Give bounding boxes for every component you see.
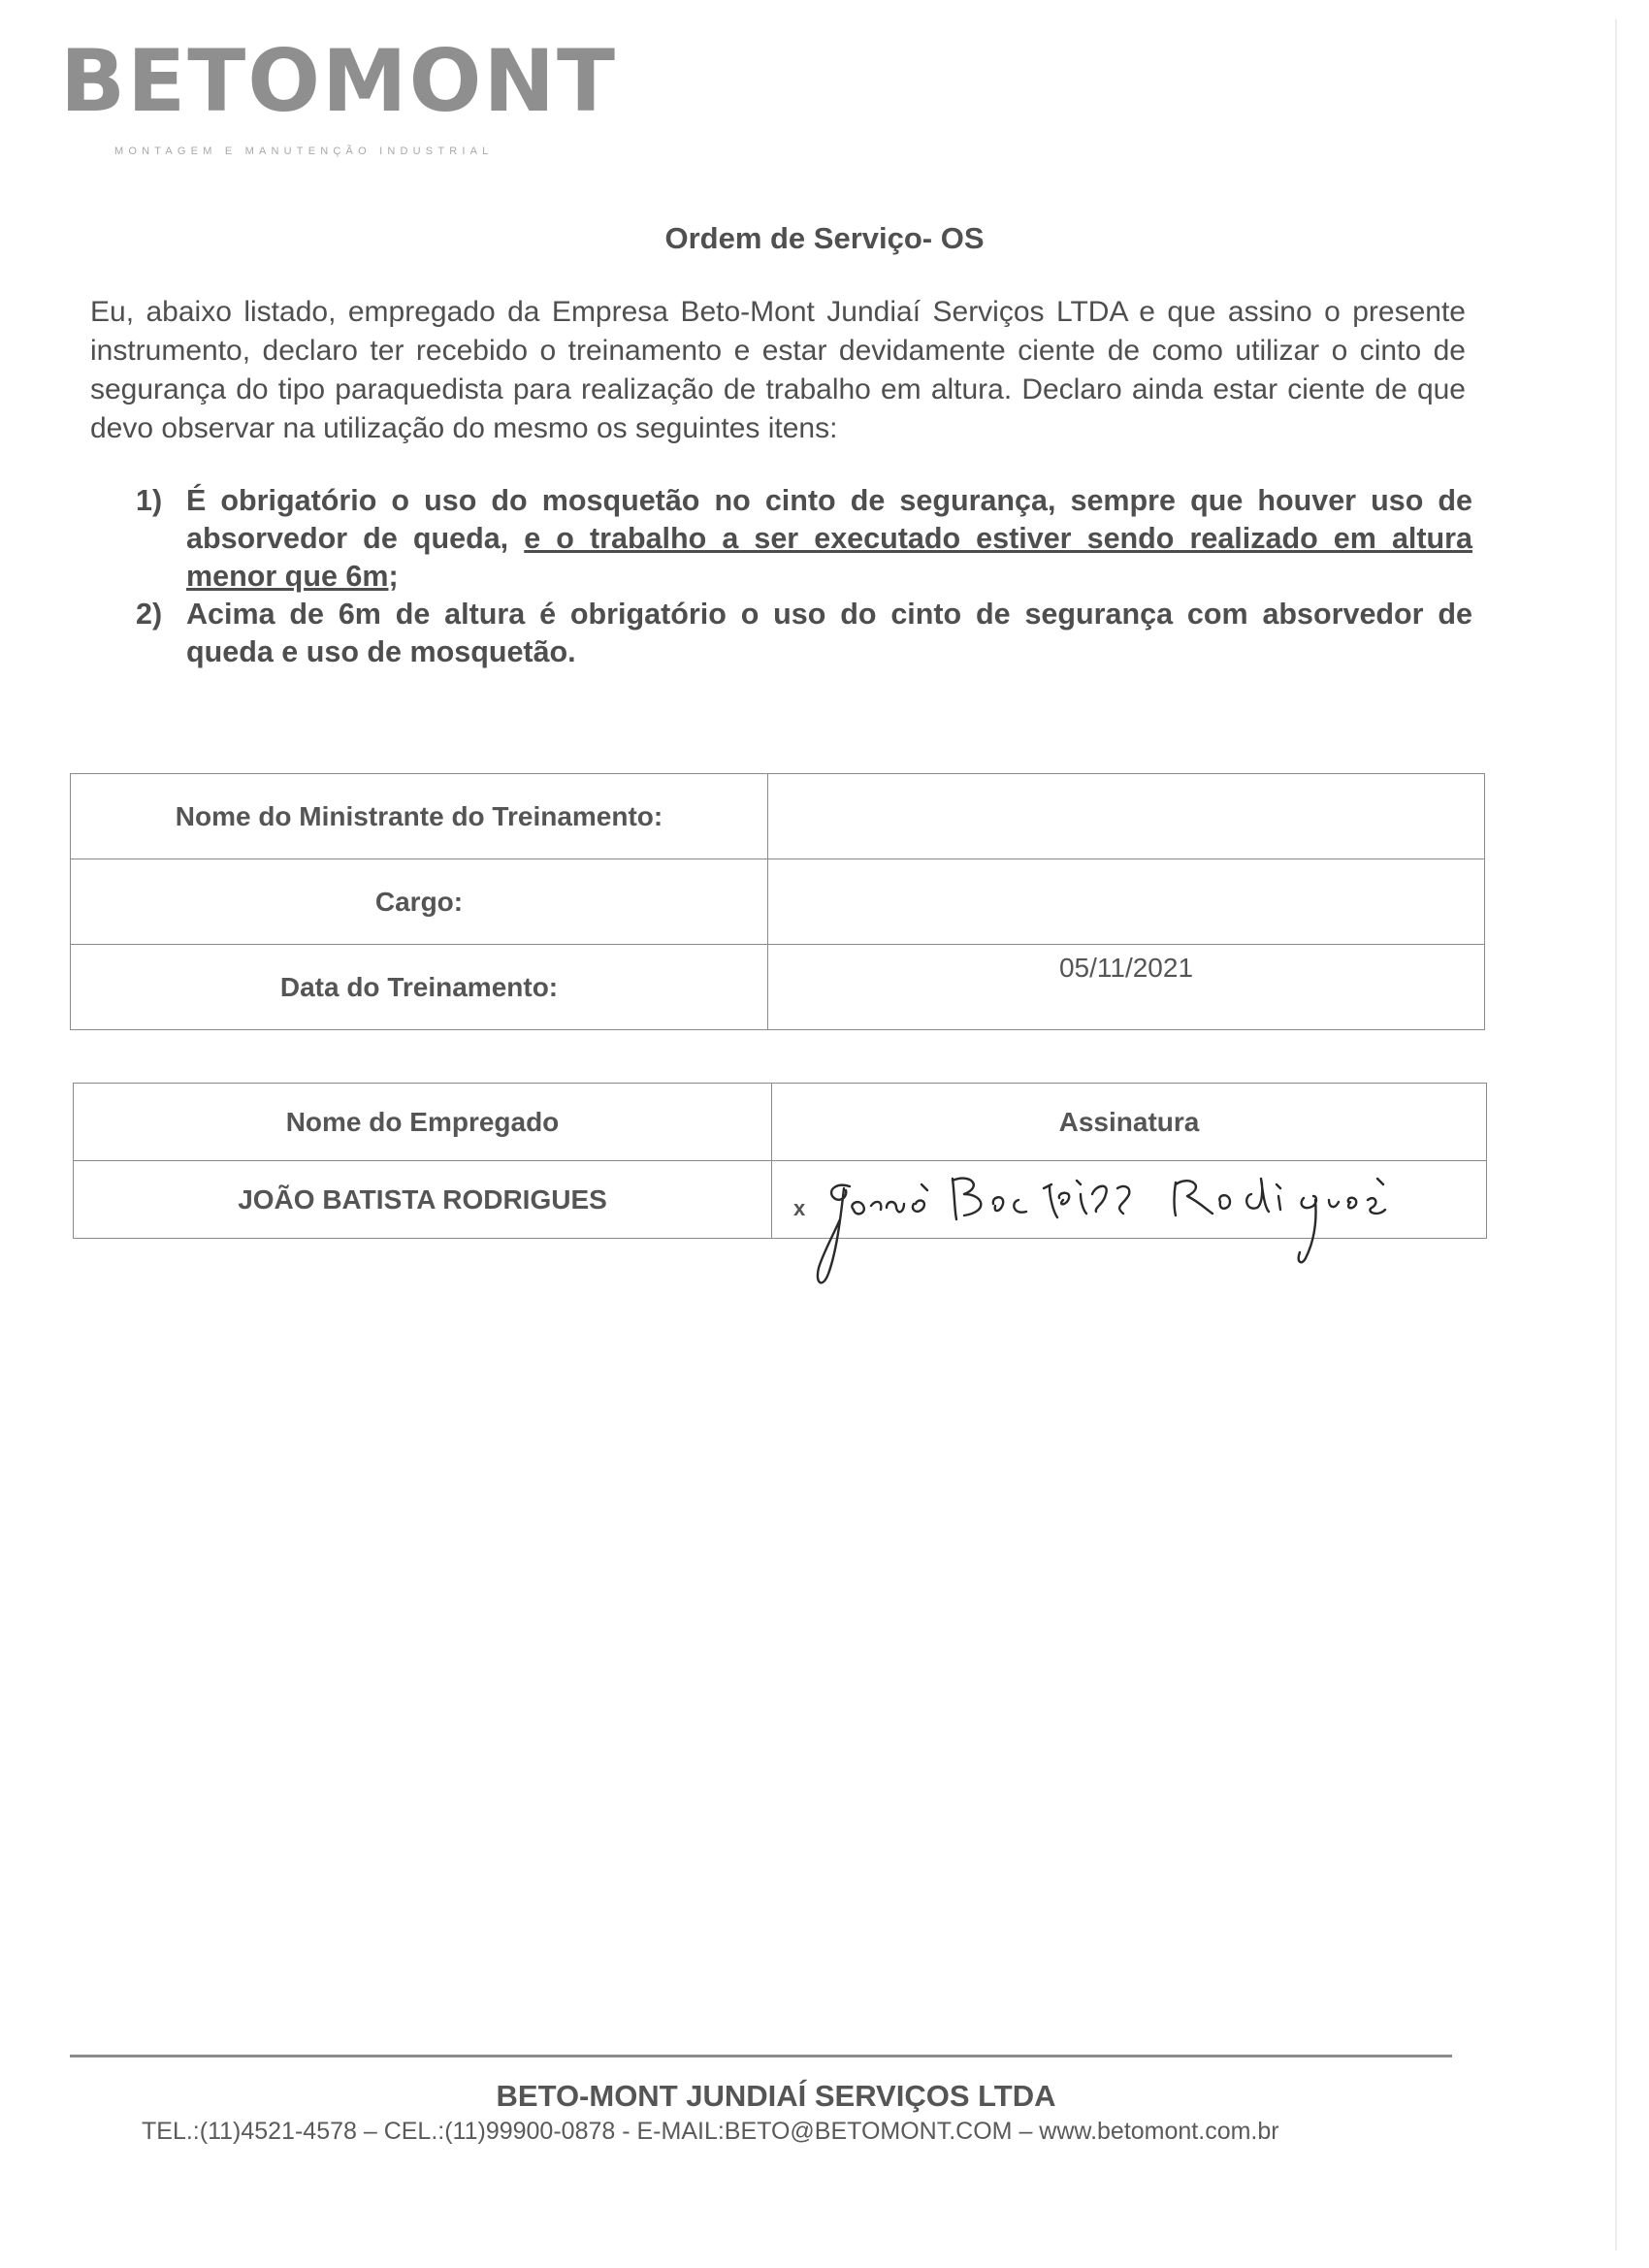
- requirement-item-2: [136, 596, 1472, 671]
- training-date-label: Data do Treinamento:: [71, 945, 768, 1030]
- item-text: É obrigatório o uso do mosquetão no cinto de segurança, sempre que houver uso de absorvedor de queda,: [186, 484, 1472, 555]
- item-number: 1): [136, 484, 163, 517]
- footer-company-name: BETO-MONT JUNDIAÍ SERVIÇOS LTDA: [496, 2079, 1056, 2113]
- role-label: Cargo:: [71, 859, 768, 945]
- logo-tagline: MONTAGEM E MANUTENÇÃO INDUSTRIAL: [114, 146, 494, 157]
- requirement-item-1: [136, 482, 1472, 596]
- signature-mark: x: [793, 1196, 806, 1220]
- footer-divider: [70, 2055, 1452, 2057]
- document-title: Ordem de Serviço- OS: [664, 221, 985, 255]
- table-row: [74, 1161, 1487, 1239]
- role-value: [768, 859, 1485, 945]
- table-row: [71, 774, 1485, 859]
- training-table: [70, 773, 1485, 1030]
- item-number: 2): [136, 598, 163, 631]
- item-text-end: ;: [388, 560, 399, 593]
- company-logo: [60, 31, 618, 157]
- employee-name: JOÃO BATISTA RODRIGUES: [74, 1161, 772, 1239]
- table-header-row: [74, 1084, 1487, 1161]
- table-row: [71, 859, 1485, 945]
- requirements-list: [136, 482, 1472, 671]
- trainer-name-label: Nome do Ministrante do Treinamento:: [71, 774, 768, 859]
- item-text: Acima de 6m de altura é obrigatório o uso do cinto de segurança com absorvedor de queda e uso de mosquetão.: [186, 598, 1472, 668]
- item-underlined-text: e o trabalho a ser executado estiver sendo realizado em altura menor que 6m: [186, 522, 1472, 593]
- signature-header: Assinatura: [772, 1084, 1487, 1161]
- signature-lettering: João Batista Rodrigues: [877, 1271, 1027, 1284]
- handwritten-signature: [790, 1165, 1449, 1311]
- intro-paragraph: Eu, abaixo listado, empregado da Empresa Beto-Mont Jundiaí Serviços LTDA e que assino o presente instrumento, declaro ter recebido o treinamento e estar devidamente ciente de como utilizar o cinto de segurança do tipo paraquedista para realização de trabalho em altura. Declaro ainda estar ciente de que devo observar na utilização do mesmo os seguintes itens:: [90, 296, 1466, 444]
- employee-table: [73, 1083, 1487, 1284]
- table-row: [71, 945, 1485, 1030]
- employee-name-header: Nome do Empregado: [74, 1084, 772, 1161]
- page-edge-line: [1615, 19, 1617, 2251]
- training-date-value: 05/11/2021: [768, 945, 1485, 1030]
- logo-wordmark: BETOMONT: [60, 31, 618, 131]
- trainer-name-value: [768, 774, 1485, 859]
- footer-contact-info: TEL.:(11)4521-4578 – CEL.:(11)99900-0878 - E-MAIL:BETO@BETOMONT.COM – www.betomont.com.br: [142, 2118, 1279, 2145]
- signature-cell: [772, 1161, 1487, 1284]
